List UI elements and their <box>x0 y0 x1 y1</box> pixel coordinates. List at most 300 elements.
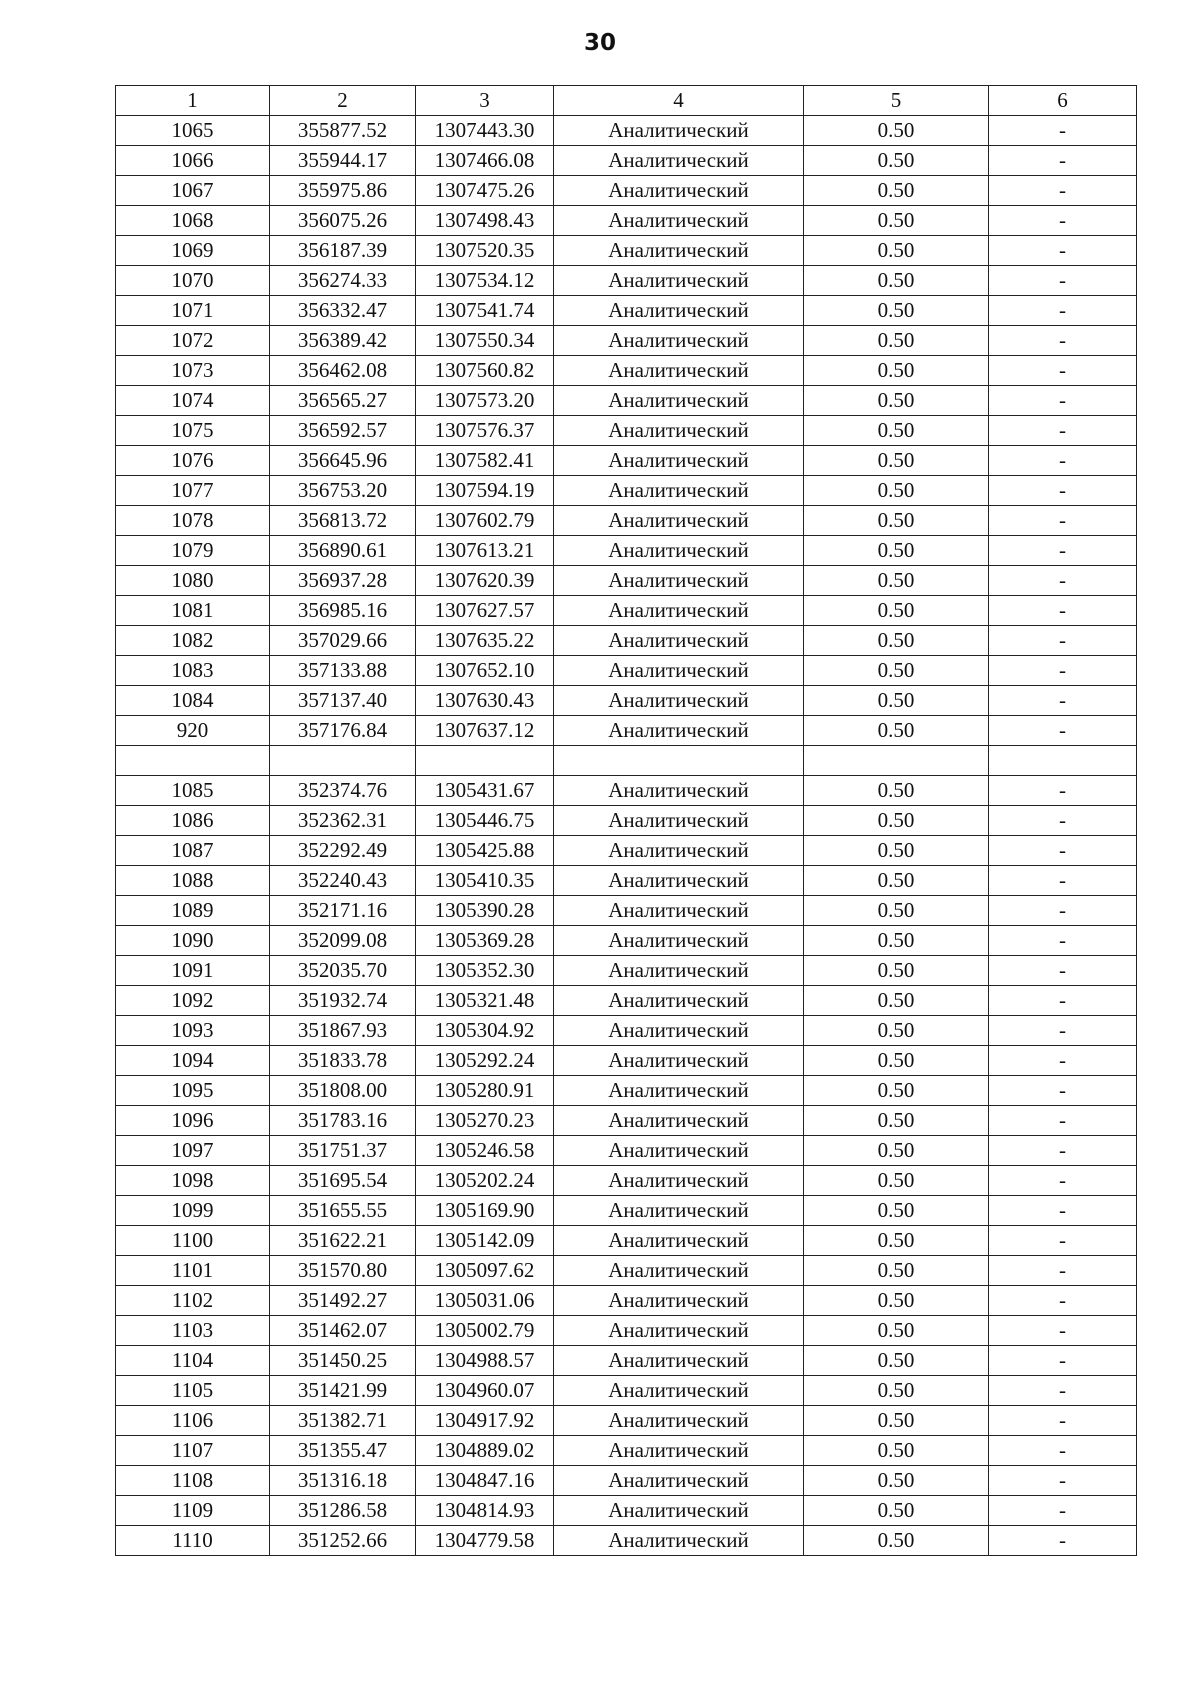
table-row <box>116 536 1137 566</box>
table-row <box>116 1196 1137 1226</box>
table-cell: - <box>989 266 1137 296</box>
table-cell: - <box>989 836 1137 866</box>
column-header-3: 3 <box>416 86 554 116</box>
table-cell: 1094 <box>116 1046 270 1076</box>
table-cell: 355944.17 <box>270 146 416 176</box>
table-cell: 351655.55 <box>270 1196 416 1226</box>
table-cell: 1305446.75 <box>416 806 554 836</box>
coordinates-table <box>115 85 1137 1556</box>
table-cell: 0.50 <box>804 236 989 266</box>
table-cell: 1307534.12 <box>416 266 554 296</box>
table-row <box>116 1226 1137 1256</box>
table-cell: 1304960.07 <box>416 1376 554 1406</box>
table-cell: 1089 <box>116 896 270 926</box>
table-cell: 1091 <box>116 956 270 986</box>
table-cell: 351695.54 <box>270 1166 416 1196</box>
table-cell: 1092 <box>116 986 270 1016</box>
table-cell: 0.50 <box>804 176 989 206</box>
table-cell: 1097 <box>116 1136 270 1166</box>
table-cell: 1307627.57 <box>416 596 554 626</box>
table-row <box>116 1346 1137 1376</box>
table-cell: 1305431.67 <box>416 776 554 806</box>
table-cell: 1108 <box>116 1466 270 1496</box>
table-cell: 351783.16 <box>270 1106 416 1136</box>
table-cell: 356187.39 <box>270 236 416 266</box>
table-cell: 0.50 <box>804 536 989 566</box>
table-cell: - <box>989 896 1137 926</box>
table-cell: 1307498.43 <box>416 206 554 236</box>
table-cell: 0.50 <box>804 446 989 476</box>
table-cell: - <box>989 1526 1137 1556</box>
table-cell: 1067 <box>116 176 270 206</box>
table-cell: 351462.07 <box>270 1316 416 1346</box>
table-row <box>116 926 1137 956</box>
table-cell: - <box>989 1076 1137 1106</box>
table-cell: 1082 <box>116 626 270 656</box>
table-cell: 0.50 <box>804 716 989 746</box>
table-cell: 1086 <box>116 806 270 836</box>
table-cell: 351316.18 <box>270 1466 416 1496</box>
table-cell: Аналитический <box>554 1016 804 1046</box>
table-cell: 352374.76 <box>270 776 416 806</box>
table-cell: Аналитический <box>554 266 804 296</box>
table-cell: 0.50 <box>804 146 989 176</box>
table-cell: - <box>989 1346 1137 1376</box>
table-cell: 1076 <box>116 446 270 476</box>
table-cell: - <box>989 776 1137 806</box>
table-cell: 1305270.23 <box>416 1106 554 1136</box>
table-cell: Аналитический <box>554 326 804 356</box>
table-cell: 1305246.58 <box>416 1136 554 1166</box>
table-cell: 357176.84 <box>270 716 416 746</box>
table-cell: 1304814.93 <box>416 1496 554 1526</box>
table-cell: - <box>989 446 1137 476</box>
table-cell: - <box>989 1286 1137 1316</box>
table-cell: Аналитический <box>554 926 804 956</box>
table-cell: 0.50 <box>804 416 989 446</box>
table-row <box>116 1406 1137 1436</box>
table-cell: 0.50 <box>804 1016 989 1046</box>
table-cell: 1103 <box>116 1316 270 1346</box>
table-cell: 1074 <box>116 386 270 416</box>
table-row <box>116 266 1137 296</box>
table-cell: - <box>989 206 1137 236</box>
table-cell: 356753.20 <box>270 476 416 506</box>
table-cell: 1305390.28 <box>416 896 554 926</box>
table-cell: - <box>989 986 1137 1016</box>
table-cell: Аналитический <box>554 1526 804 1556</box>
table-cell: 356985.16 <box>270 596 416 626</box>
table-cell: 1307573.20 <box>416 386 554 416</box>
table-cell: - <box>989 1196 1137 1226</box>
table-cell: 1305321.48 <box>416 986 554 1016</box>
table-row <box>116 326 1137 356</box>
table-cell: 1096 <box>116 1106 270 1136</box>
table-cell: 1105 <box>116 1376 270 1406</box>
table-cell: 0.50 <box>804 1166 989 1196</box>
table-cell: Аналитический <box>554 1436 804 1466</box>
table-row <box>116 446 1137 476</box>
table-cell: 356813.72 <box>270 506 416 536</box>
table-cell: 1087 <box>116 836 270 866</box>
table-cell: 1077 <box>116 476 270 506</box>
table-cell: 1109 <box>116 1496 270 1526</box>
table-cell: 1307520.35 <box>416 236 554 266</box>
table-cell: 1084 <box>116 686 270 716</box>
table-row <box>116 176 1137 206</box>
table-cell: 357133.88 <box>270 656 416 686</box>
table-row <box>116 836 1137 866</box>
table-cell: Аналитический <box>554 236 804 266</box>
table-cell: Аналитический <box>554 656 804 686</box>
table-cell: 357029.66 <box>270 626 416 656</box>
table-row <box>116 1016 1137 1046</box>
table-cell: Аналитический <box>554 1076 804 1106</box>
table-row <box>116 866 1137 896</box>
table-row <box>116 1076 1137 1106</box>
table-cell: - <box>989 536 1137 566</box>
table-row <box>116 896 1137 926</box>
table-cell: 1307443.30 <box>416 116 554 146</box>
table-cell: Аналитический <box>554 206 804 236</box>
table-cell: - <box>989 146 1137 176</box>
table-cell: 1305292.24 <box>416 1046 554 1076</box>
table-cell: - <box>989 1256 1137 1286</box>
table-cell: 1093 <box>116 1016 270 1046</box>
table-cell: 356592.57 <box>270 416 416 446</box>
table-cell: 1305142.09 <box>416 1226 554 1256</box>
table-row <box>116 1256 1137 1286</box>
table-row <box>116 776 1137 806</box>
table-cell: - <box>989 1406 1137 1436</box>
table-cell: 355975.86 <box>270 176 416 206</box>
table-cell: Аналитический <box>554 386 804 416</box>
table-cell: 1079 <box>116 536 270 566</box>
table-row <box>116 1046 1137 1076</box>
table-cell: 920 <box>116 716 270 746</box>
table-cell: 351867.93 <box>270 1016 416 1046</box>
table-cell: 1072 <box>116 326 270 356</box>
table-cell: 1083 <box>116 656 270 686</box>
table-cell: - <box>989 1226 1137 1256</box>
table-cell: 1070 <box>116 266 270 296</box>
table-cell: - <box>989 1106 1137 1136</box>
table-cell: 0.50 <box>804 1496 989 1526</box>
table-cell: 352292.49 <box>270 836 416 866</box>
table-cell: Аналитический <box>554 1316 804 1346</box>
table-row <box>116 686 1137 716</box>
table-row <box>116 386 1137 416</box>
table-cell: - <box>989 476 1137 506</box>
table-cell: 0.50 <box>804 926 989 956</box>
table-cell: - <box>989 116 1137 146</box>
table-cell: Аналитический <box>554 716 804 746</box>
table-cell: - <box>989 1046 1137 1076</box>
table-cell: - <box>989 1376 1137 1406</box>
table-cell: - <box>989 686 1137 716</box>
table-cell: 351932.74 <box>270 986 416 1016</box>
table-cell: 1307466.08 <box>416 146 554 176</box>
table-row <box>116 1136 1137 1166</box>
table-cell: 0.50 <box>804 1466 989 1496</box>
table-cell: Аналитический <box>554 1376 804 1406</box>
table-cell: Аналитический <box>554 566 804 596</box>
table-cell: Аналитический <box>554 116 804 146</box>
table-cell: Аналитический <box>554 146 804 176</box>
table-cell: - <box>989 326 1137 356</box>
table-cell: - <box>989 1436 1137 1466</box>
table-cell: 1307594.19 <box>416 476 554 506</box>
table-row <box>116 1106 1137 1136</box>
table-row <box>116 1376 1137 1406</box>
table-cell: 1307652.10 <box>416 656 554 686</box>
table-cell: - <box>989 926 1137 956</box>
table-cell: 0.50 <box>804 836 989 866</box>
table-cell: 352362.31 <box>270 806 416 836</box>
table-cell: - <box>989 356 1137 386</box>
table-cell: 351751.37 <box>270 1136 416 1166</box>
table-cell: - <box>989 626 1137 656</box>
table-cell: 0.50 <box>804 896 989 926</box>
page-number: 30 <box>583 30 616 56</box>
table-cell: 356332.47 <box>270 296 416 326</box>
table-row <box>116 1166 1137 1196</box>
table-cell: - <box>989 656 1137 686</box>
table-cell: - <box>989 176 1137 206</box>
column-header-6: 6 <box>989 86 1137 116</box>
table-cell: 0.50 <box>804 266 989 296</box>
column-header-5: 5 <box>804 86 989 116</box>
table-row <box>116 296 1137 326</box>
table-cell <box>989 746 1137 776</box>
table-cell: 1304847.16 <box>416 1466 554 1496</box>
table-cell: Аналитический <box>554 1196 804 1226</box>
table-cell: Аналитический <box>554 1136 804 1166</box>
table-cell: 1104 <box>116 1346 270 1376</box>
table-cell: 1307541.74 <box>416 296 554 326</box>
table-row <box>116 626 1137 656</box>
table-cell: 1099 <box>116 1196 270 1226</box>
table-cell: 1304779.58 <box>416 1526 554 1556</box>
table-cell: 1307475.26 <box>416 176 554 206</box>
table-cell: Аналитический <box>554 806 804 836</box>
table-cell: 356565.27 <box>270 386 416 416</box>
table-cell: 0.50 <box>804 686 989 716</box>
table-row <box>116 566 1137 596</box>
table-cell: 0.50 <box>804 956 989 986</box>
table-cell: 0.50 <box>804 1196 989 1226</box>
table-cell: 0.50 <box>804 866 989 896</box>
table-row <box>116 656 1137 686</box>
table-cell: - <box>989 596 1137 626</box>
table-cell: 0.50 <box>804 1316 989 1346</box>
table-cell: 356645.96 <box>270 446 416 476</box>
table-cell: Аналитический <box>554 776 804 806</box>
table-row <box>116 986 1137 1016</box>
table-cell: 1081 <box>116 596 270 626</box>
table-cell: 1305410.35 <box>416 866 554 896</box>
table-row <box>116 956 1137 986</box>
table-cell: - <box>989 296 1137 326</box>
table-cell: 351382.71 <box>270 1406 416 1436</box>
table-cell: Аналитический <box>554 956 804 986</box>
table-cell: Аналитический <box>554 1406 804 1436</box>
table-cell: - <box>989 1136 1137 1166</box>
table-row <box>116 416 1137 446</box>
table-cell: 1307630.43 <box>416 686 554 716</box>
table-cell: 1102 <box>116 1286 270 1316</box>
table-cell: 0.50 <box>804 386 989 416</box>
table-cell: 351833.78 <box>270 1046 416 1076</box>
table-row <box>116 596 1137 626</box>
table-cell: Аналитический <box>554 176 804 206</box>
table-cell: 1305304.92 <box>416 1016 554 1046</box>
table-cell: 1305002.79 <box>416 1316 554 1346</box>
table-cell: 356274.33 <box>270 266 416 296</box>
table-cell: 0.50 <box>804 1346 989 1376</box>
table-row <box>116 746 1137 776</box>
table-cell: 1304988.57 <box>416 1346 554 1376</box>
table-cell: Аналитический <box>554 416 804 446</box>
table-row <box>116 506 1137 536</box>
table-cell: 351252.66 <box>270 1526 416 1556</box>
table-row <box>116 356 1137 386</box>
table-cell: 1305425.88 <box>416 836 554 866</box>
table-cell: 351450.25 <box>270 1346 416 1376</box>
table-cell: Аналитический <box>554 1046 804 1076</box>
table-cell: 351570.80 <box>270 1256 416 1286</box>
table-cell: 352035.70 <box>270 956 416 986</box>
table-cell: 0.50 <box>804 626 989 656</box>
table-cell: 351355.47 <box>270 1436 416 1466</box>
table-cell: - <box>989 386 1137 416</box>
table-cell: 1071 <box>116 296 270 326</box>
table-cell: 1307550.34 <box>416 326 554 356</box>
table-cell: - <box>989 236 1137 266</box>
table-cell: - <box>989 716 1137 746</box>
table-row <box>116 716 1137 746</box>
table-cell: 351421.99 <box>270 1376 416 1406</box>
column-header-2: 2 <box>270 86 416 116</box>
table-cell: 1307613.21 <box>416 536 554 566</box>
table-cell: 1075 <box>116 416 270 446</box>
table-cell <box>804 746 989 776</box>
table-cell: 0.50 <box>804 1376 989 1406</box>
table-cell: 1066 <box>116 146 270 176</box>
table-cell: Аналитический <box>554 1256 804 1286</box>
table-cell: 0.50 <box>804 1286 989 1316</box>
table-cell: 1088 <box>116 866 270 896</box>
table-cell: 1095 <box>116 1076 270 1106</box>
table-body <box>116 116 1137 1556</box>
table-row <box>116 1496 1137 1526</box>
table-cell: Аналитический <box>554 1496 804 1526</box>
table-cell: 1305169.90 <box>416 1196 554 1226</box>
table-cell: 1101 <box>116 1256 270 1286</box>
table-cell: 0.50 <box>804 656 989 686</box>
table-cell: 1100 <box>116 1226 270 1256</box>
table-cell: 1110 <box>116 1526 270 1556</box>
table-cell: 0.50 <box>804 1436 989 1466</box>
table-cell: 352240.43 <box>270 866 416 896</box>
table-cell: Аналитический <box>554 596 804 626</box>
table-cell: 1069 <box>116 236 270 266</box>
table-cell: 0.50 <box>804 1076 989 1106</box>
table-cell: Аналитический <box>554 1466 804 1496</box>
table-row <box>116 236 1137 266</box>
table-cell: 1090 <box>116 926 270 956</box>
table-cell: 351808.00 <box>270 1076 416 1106</box>
table-cell: 0.50 <box>804 506 989 536</box>
table-cell: 0.50 <box>804 1226 989 1256</box>
table-cell: Аналитический <box>554 506 804 536</box>
table-cell: 1307620.39 <box>416 566 554 596</box>
table-cell: 356937.28 <box>270 566 416 596</box>
table-cell: 1304917.92 <box>416 1406 554 1436</box>
table-cell: - <box>989 1316 1137 1346</box>
table-cell: 1073 <box>116 356 270 386</box>
table-cell <box>270 746 416 776</box>
table-cell: - <box>989 1016 1137 1046</box>
table-cell: - <box>989 1466 1137 1496</box>
table-cell: Аналитический <box>554 1346 804 1376</box>
table-row <box>116 146 1137 176</box>
table-cell: Аналитический <box>554 296 804 326</box>
column-header-4: 4 <box>554 86 804 116</box>
table-cell: 1307582.41 <box>416 446 554 476</box>
table-cell: 0.50 <box>804 776 989 806</box>
table-cell: 356890.61 <box>270 536 416 566</box>
table-cell: 1307635.22 <box>416 626 554 656</box>
table-cell: Аналитический <box>554 476 804 506</box>
table-cell: 1107 <box>116 1436 270 1466</box>
table-cell: 1305280.91 <box>416 1076 554 1106</box>
table-cell <box>416 746 554 776</box>
table-cell: 352099.08 <box>270 926 416 956</box>
table-cell: 356389.42 <box>270 326 416 356</box>
table-cell: 351492.27 <box>270 1286 416 1316</box>
table-cell: 0.50 <box>804 1046 989 1076</box>
table-row <box>116 1466 1137 1496</box>
table-cell: 0.50 <box>804 1256 989 1286</box>
table-cell: Аналитический <box>554 626 804 656</box>
table-cell: - <box>989 416 1137 446</box>
table-cell: 0.50 <box>804 1526 989 1556</box>
table-cell: Аналитический <box>554 356 804 386</box>
table-cell: 1307602.79 <box>416 506 554 536</box>
table-cell: 1305097.62 <box>416 1256 554 1286</box>
table-cell: 352171.16 <box>270 896 416 926</box>
table-cell: Аналитический <box>554 1166 804 1196</box>
table-cell: 1080 <box>116 566 270 596</box>
table-cell: 1305369.28 <box>416 926 554 956</box>
table-cell: 1078 <box>116 506 270 536</box>
table-row <box>116 116 1137 146</box>
table-cell: Аналитический <box>554 446 804 476</box>
table-cell: 1065 <box>116 116 270 146</box>
table-row <box>116 1526 1137 1556</box>
table-cell: 0.50 <box>804 1136 989 1166</box>
table-cell: 0.50 <box>804 206 989 236</box>
table-cell: 0.50 <box>804 356 989 386</box>
table-cell <box>554 746 804 776</box>
column-header-1: 1 <box>116 86 270 116</box>
table-row <box>116 1316 1137 1346</box>
table-cell: Аналитический <box>554 1106 804 1136</box>
table-cell: 0.50 <box>804 986 989 1016</box>
table-row <box>116 806 1137 836</box>
table-cell: Аналитический <box>554 1226 804 1256</box>
